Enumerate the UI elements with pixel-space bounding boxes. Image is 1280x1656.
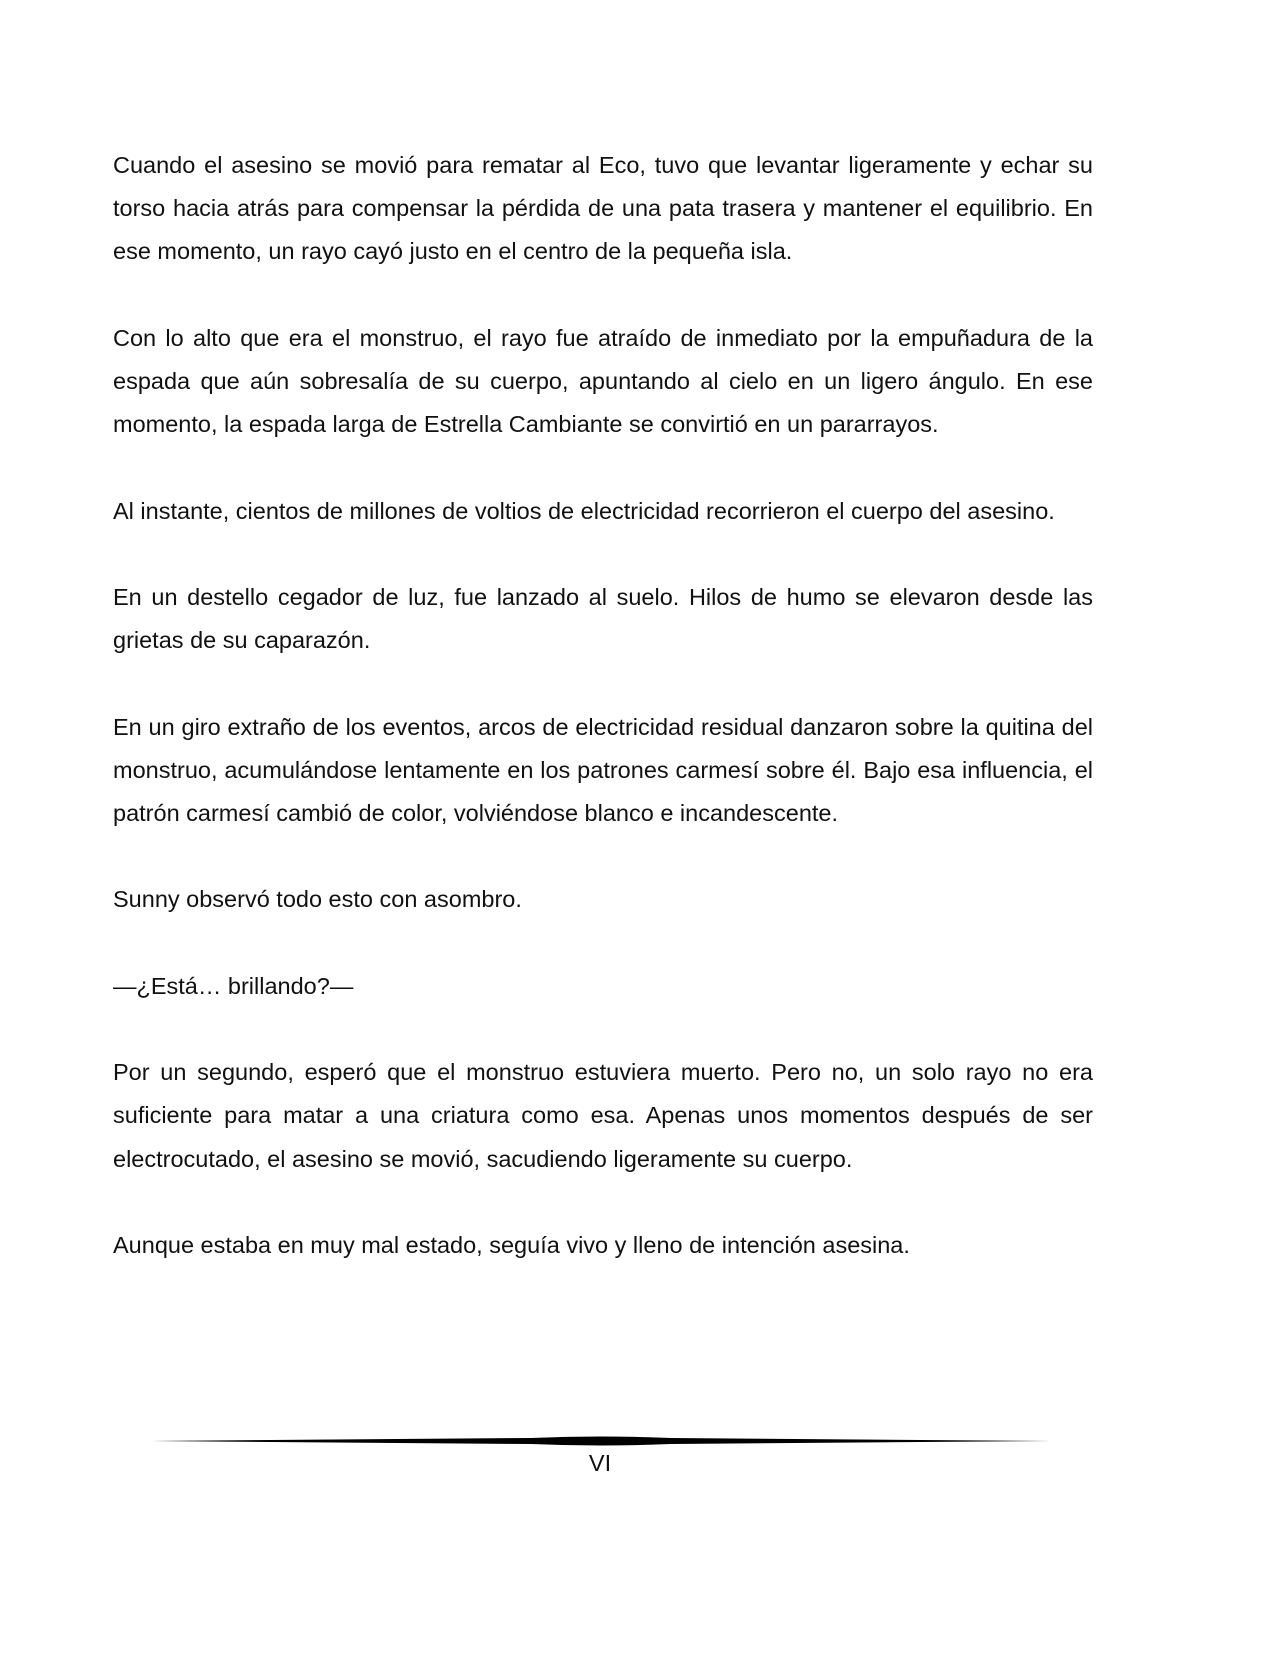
paragraph-1: Cuando el asesino se movió para rematar al Eco, tuvo que levantar ligeramente y echar su torso hacia atrás para compensar la pérdida de una pata trasera y mantener el equilibrio. En ese momento, un rayo cayó justo en el centro de la pequeña isla.	[113, 152, 1093, 265]
paragraph-8: Por un segundo, esperó que el monstruo estuviera muerto. Pero no, un solo rayo no era suficiente para matar a una criatura como esa. Apenas unos momentos después de ser electrocutado, el asesino se movió, sacudiendo ligeramente su cuerpo.	[113, 1059, 1093, 1172]
paragraph-6: Sunny observó todo esto con asombro.	[113, 886, 522, 913]
page-number: VI	[588, 1450, 612, 1476]
page-body	[113, 144, 1093, 1267]
paragraph-5: En un giro extraño de los eventos, arcos de electricidad residual danzaron sobre la quitina del monstruo, acumulándose lentamente en los patrones carmesí sobre él. Bajo esa influencia, el patrón carmesí cambió de color, volviéndose blanco e incandescente.	[113, 713, 1093, 826]
paragraph-4: En un destello cegador de luz, fue lanzado al suelo. Hilos de humo se elevaron desde las grietas de su caparazón.	[113, 583, 1093, 654]
paragraph-9: Aunque estaba en muy mal estado, seguía vivo y lleno de intención asesina.	[113, 1231, 910, 1258]
footer-divider	[151, 1434, 1051, 1448]
paragraph-7-dialogue: —¿Está… brillando?—	[113, 972, 354, 999]
paragraph-2: Con lo alto que era el monstruo, el rayo fue atraído de inmediato por la empuñadura de la espada que aún sobresalía de su cuerpo, apuntando al cielo en un ligero ángulo. En ese momento, la espada larga de Estrella Cambiante se convirtió en un pararrayos.	[113, 324, 1093, 438]
paragraph-3: Al instante, cientos de millones de voltios de electricidad recorrieron el cuerpo del asesino.	[113, 497, 1055, 524]
footer-divider-stroke	[151, 1437, 1051, 1446]
